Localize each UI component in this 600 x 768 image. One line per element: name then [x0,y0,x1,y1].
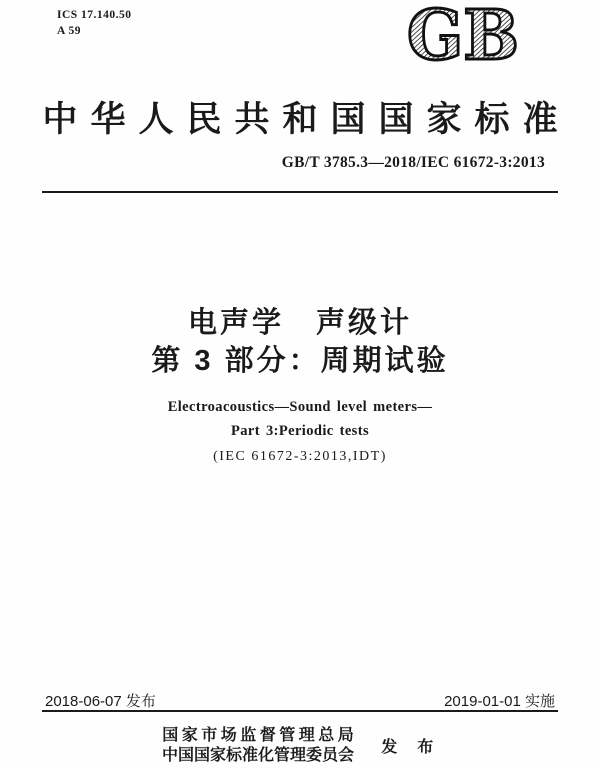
publish-label: 发 布 [381,739,442,757]
implementation-date: 2019-01-01 实施 [444,693,555,710]
publisher-names [159,726,358,765]
publisher-line1: 国家市场监督管理总局 [162,727,358,744]
issue-date: 2018-06-07 发布 [45,693,156,710]
ics-classification-block [57,8,132,39]
header-divider-line [42,191,558,193]
chinese-title-line1: 电声学 声级计 [187,307,412,339]
english-title-line2: Part 3:Periodic tests [230,423,369,439]
doc-class-code: A 59 [57,24,82,37]
publisher-line2: 中国国家标准化管理委员会 [161,746,354,764]
dates-row [45,690,555,711]
gb-logo-icon [403,3,523,71]
publisher-block [0,726,600,765]
iec-adoption-reference: (IEC 61672-3:2013,IDT) [213,449,387,464]
standard-code: GB/T 3785.3—2018/IEC 61672-3:2013 [281,154,545,171]
gb-logo-text: GB [407,3,519,71]
ics-code: ICS 17.140.50 [57,9,132,21]
national-standard-title: 中华人民共和国国家标准 [42,100,571,139]
footer-divider-line [42,710,558,712]
chinese-title-line2: 第 3 部分：周期试验 [151,345,449,377]
english-title-line1: Electroacoustics—Sound level meters— [167,399,433,415]
